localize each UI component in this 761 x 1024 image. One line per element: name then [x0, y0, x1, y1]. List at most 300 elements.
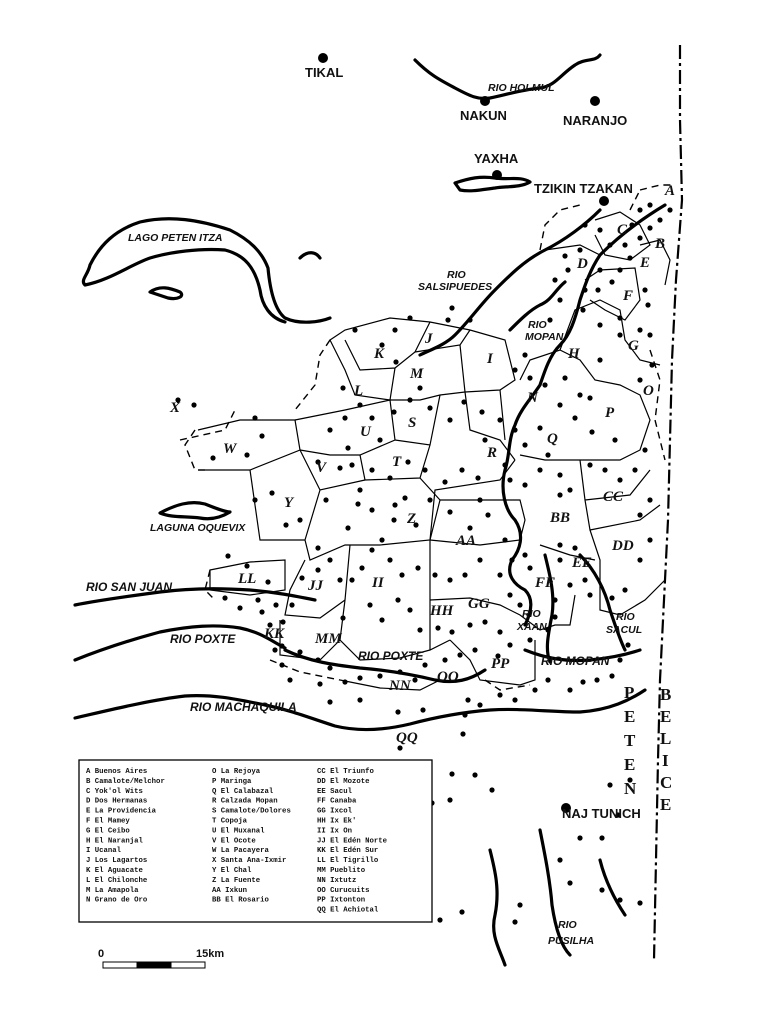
settlement-dot — [607, 242, 612, 247]
legend-entry: D Dos Hermanas — [86, 797, 148, 806]
settlement-dot — [315, 567, 320, 572]
settlement-dot — [259, 433, 264, 438]
zone-q: Q — [547, 431, 558, 447]
settlement-dot — [517, 602, 522, 607]
settlement-dot — [244, 563, 249, 568]
settlement-dot — [512, 697, 517, 702]
settlement-dot — [599, 887, 604, 892]
settlement-dot — [594, 677, 599, 682]
rio-machaquila-line — [75, 690, 645, 730]
zone-b: B — [655, 236, 666, 252]
settlement-dot — [617, 315, 622, 320]
settlement-dot — [342, 415, 347, 420]
settlement-dot — [562, 375, 567, 380]
settlement-dot — [407, 397, 412, 402]
settlement-dot — [467, 525, 472, 530]
naj-tunich-label: NAJ TUNICH — [562, 806, 641, 821]
legend-entry: G El Ceibo — [86, 827, 130, 836]
settlement-dot — [210, 455, 215, 460]
settlement-dot — [647, 497, 652, 502]
legend-entry: F El Mamey — [86, 817, 130, 826]
settlement-dot — [472, 647, 477, 652]
legend-entry: II Ix On — [317, 827, 353, 836]
settlement-dot — [435, 625, 440, 630]
settlement-dot — [649, 362, 654, 367]
settlement-dot — [475, 475, 480, 480]
settlement-dot — [420, 707, 425, 712]
legend-entry: FF Canaba — [317, 797, 357, 806]
settlement-dot — [402, 495, 407, 500]
zone-dd: DD — [612, 538, 634, 554]
settlement-dot — [577, 392, 582, 397]
settlement-dot — [337, 577, 342, 582]
settlement-dot — [482, 437, 487, 442]
settlement-dot — [457, 652, 462, 657]
legend-entry: CC El Triunfo — [317, 768, 374, 776]
settlement-dot — [297, 649, 302, 654]
settlement-dot — [637, 557, 642, 562]
zone-mm: MM — [315, 631, 342, 647]
legend-entry: V El Ocote — [212, 837, 256, 846]
settlement-dot — [265, 579, 270, 584]
region-boundaries-dashed — [180, 185, 675, 690]
settlement-dot — [617, 267, 622, 272]
settlement-dot — [289, 602, 294, 607]
label-rio-salsipuedes-2: SALSIPUEDES — [418, 281, 493, 293]
settlement-dot — [602, 467, 607, 472]
settlement-dot — [397, 669, 402, 674]
settlement-dot — [637, 377, 642, 382]
settlement-dot — [459, 909, 464, 914]
settlement-dot — [369, 547, 374, 552]
tzikin-marker — [599, 196, 609, 206]
settlement-dot — [622, 587, 627, 592]
settlement-dot — [557, 402, 562, 407]
settlement-dot — [432, 572, 437, 577]
settlement-dot — [597, 357, 602, 362]
settlement-dot — [477, 497, 482, 502]
zone-n: N — [527, 390, 538, 406]
settlement-dot — [537, 425, 542, 430]
settlement-dot — [629, 222, 634, 227]
settlement-dot — [497, 629, 502, 634]
label-laguna-oquevix: LAGUNA OQUEVIX — [150, 522, 246, 534]
settlement-dot — [547, 317, 552, 322]
settlement-dot — [447, 577, 452, 582]
settlement-dot — [567, 582, 572, 587]
settlement-dot — [447, 509, 452, 514]
settlement-dot — [345, 525, 350, 530]
zone-o: O — [643, 383, 654, 399]
legend-entry: QQ El Achiotal — [317, 906, 379, 915]
settlement-dot — [349, 577, 354, 582]
settlement-dot — [357, 487, 362, 492]
settlement-dot — [349, 462, 354, 467]
label-rio-mopan-south: RIO MOPAN — [541, 654, 610, 668]
settlement-dot — [577, 247, 582, 252]
settlement-dot — [587, 592, 592, 597]
legend-entry: BB El Rosario — [212, 896, 269, 905]
legend-entry: GG Ixcol — [317, 807, 353, 816]
settlement-dot — [287, 677, 292, 682]
settlement-dot — [391, 517, 396, 522]
zone-ee: EE — [572, 555, 593, 571]
settlement-dot — [597, 322, 602, 327]
legend-entry: PP Ixtonton — [317, 896, 366, 905]
zone-hh: HH — [430, 603, 454, 619]
legend-entry: E La Providencia — [86, 807, 157, 816]
settlement-dot — [537, 467, 542, 472]
settlement-dot — [273, 602, 278, 607]
legend-entry: J Los Lagartos — [86, 857, 148, 866]
settlement-dot — [647, 202, 652, 207]
label-rio-pusilha-2: PUSILHA — [548, 935, 595, 947]
legend-entry: O La Rejoya — [212, 768, 261, 776]
settlement-dot — [387, 557, 392, 562]
settlement-dot — [617, 332, 622, 337]
settlement-dot — [357, 675, 362, 680]
settlement-dot — [269, 490, 274, 495]
label-lago-peten-itza: LAGO PETEN ITZA — [128, 232, 223, 244]
settlement-dot — [647, 537, 652, 542]
rio-pusilha-line-3 — [600, 860, 625, 915]
label-rio-machaquila: RIO MACHAQUILA — [190, 700, 297, 714]
legend-entry: DD El Mozote — [317, 777, 370, 786]
zone-qq: QQ — [396, 730, 418, 746]
country-labels — [624, 683, 672, 814]
settlement-dot — [542, 382, 547, 387]
settlement-dot — [545, 677, 550, 682]
settlement-dot — [412, 677, 417, 682]
settlement-dot — [379, 617, 384, 622]
settlement-dot — [392, 502, 397, 507]
label-rio-salsipuedes-1: RIO — [447, 269, 466, 281]
settlement-dot — [445, 317, 450, 322]
settlement-dot — [467, 317, 472, 322]
settlement-dot — [577, 835, 582, 840]
settlement-dot — [340, 615, 345, 620]
belice-letter-1: E — [660, 707, 672, 726]
settlement-dot — [340, 385, 345, 390]
legend — [79, 760, 432, 922]
settlement-dot — [567, 487, 572, 492]
settlement-dot — [497, 417, 502, 422]
legend-entry: I Ucanal — [86, 847, 122, 856]
settlement-dot — [422, 467, 427, 472]
settlement-dot — [597, 267, 602, 272]
settlement-dot — [442, 657, 447, 662]
scale-bar — [98, 948, 224, 968]
settlement-dot — [522, 352, 527, 357]
zone-u: U — [360, 424, 371, 440]
settlement-dot — [342, 679, 347, 684]
settlement-dot — [465, 697, 470, 702]
legend-entry: P Maringa — [212, 777, 252, 786]
settlement-dot — [252, 415, 257, 420]
legend-entry: MM Pueblito — [317, 867, 366, 875]
settlement-dot — [512, 367, 517, 372]
settlement-dot — [517, 902, 522, 907]
settlement-dot — [355, 501, 360, 506]
settlement-dot — [545, 452, 550, 457]
settlement-dot — [557, 857, 562, 862]
settlement-dot — [552, 597, 557, 602]
label-rio-pusilha-1: RIO — [558, 919, 577, 931]
zone-ii: II — [372, 575, 384, 591]
label-rio-mopan-north-2: MOPAN — [525, 331, 564, 343]
zone-oo: OO — [437, 669, 459, 685]
settlement-dot — [582, 222, 587, 227]
zone-g: G — [628, 338, 639, 354]
settlement-dot — [461, 399, 466, 404]
settlement-dot — [552, 277, 557, 282]
zone-e: E — [640, 255, 651, 271]
settlement-dot — [632, 467, 637, 472]
settlement-dot — [315, 545, 320, 550]
label-rio-mopan-north-1: RIO — [528, 319, 547, 331]
settlement-dot — [595, 287, 600, 292]
settlement-dot — [667, 207, 672, 212]
settlement-dot — [379, 537, 384, 542]
settlement-dot — [392, 327, 397, 332]
belice-letter-2: L — [660, 729, 672, 748]
zone-y: Y — [284, 495, 294, 511]
settlement-dot — [477, 557, 482, 562]
settlement-dot — [407, 607, 412, 612]
settlement-dot — [485, 512, 490, 517]
zone-j: J — [425, 331, 433, 347]
settlement-dot — [645, 302, 650, 307]
settlement-dot — [237, 605, 242, 610]
settlement-dot — [359, 565, 364, 570]
settlement-dot — [459, 467, 464, 472]
label-rio-sacul-1: RIO — [616, 611, 635, 623]
settlement-dot — [557, 542, 562, 547]
zone-p: P — [605, 405, 615, 421]
settlement-dot — [283, 522, 288, 527]
settlement-dot — [417, 627, 422, 632]
settlement-dot — [297, 517, 302, 522]
zone-k: K — [374, 346, 385, 362]
legend-entry: OO Curucuits — [317, 886, 370, 895]
scale-start-label: 0 — [98, 948, 105, 960]
settlement-dot — [395, 597, 400, 602]
legend-entry: H El Naranjal — [86, 837, 143, 846]
settlement-dot — [622, 242, 627, 247]
zone-l: L — [354, 383, 364, 399]
settlement-dot — [449, 771, 454, 776]
peten-letter-1: E — [624, 707, 636, 726]
settlement-dot — [642, 447, 647, 452]
zone-t: T — [392, 454, 402, 470]
settlement-dot — [627, 255, 632, 260]
settlement-dot — [252, 497, 257, 502]
settlement-dot — [377, 673, 382, 678]
settlement-dot — [642, 287, 647, 292]
settlement-dot — [369, 467, 374, 472]
settlement-dot — [587, 395, 592, 400]
settlement-dot — [345, 445, 350, 450]
scale-segment-2 — [137, 962, 171, 968]
settlement-dot — [625, 642, 630, 647]
settlement-dot — [259, 609, 264, 614]
settlement-dot — [323, 497, 328, 502]
settlement-dot — [427, 497, 432, 502]
legend-entry: B Camalote/Melchor — [86, 777, 165, 786]
settlement-dot — [527, 565, 532, 570]
label-rio-poxte-central: RIO POXTE — [358, 649, 424, 663]
settlement-dot — [609, 673, 614, 678]
zone-c: C — [617, 222, 628, 238]
legend-entry: KK El Edén Sur — [317, 847, 379, 856]
zone-d: D — [577, 256, 588, 272]
settlement-dot — [387, 475, 392, 480]
settlement-dot — [582, 577, 587, 582]
settlement-dot — [522, 552, 527, 557]
settlement-dot — [327, 557, 332, 562]
settlement-dot — [447, 797, 452, 802]
legend-entry: U El Muxanal — [212, 827, 265, 836]
label-rio-sacul-2: SACUL — [606, 624, 643, 636]
settlement-dot — [552, 614, 557, 619]
legend-entry: L El Chilonche — [86, 876, 148, 885]
naranjo-label: NARANJO — [563, 113, 628, 128]
settlement-dot — [657, 217, 662, 222]
settlement-dot — [502, 462, 507, 467]
settlement-dot — [647, 332, 652, 337]
legend-entry: R Calzada Mopan — [212, 797, 278, 806]
rio-xaan-line — [545, 555, 553, 662]
scale-end-label: 15km — [196, 948, 225, 960]
settlement-dot — [557, 472, 562, 477]
peten-letter-3: E — [624, 755, 636, 774]
settlement-dot — [502, 537, 507, 542]
label-rio-san-juan: RIO SAN JUAN — [86, 580, 173, 594]
settlement-dot — [609, 595, 614, 600]
belice-letter-5: E — [660, 795, 672, 814]
label-rio-holmul: RIO HOLMUL — [488, 82, 555, 94]
settlement-dot — [352, 327, 357, 332]
zone-nn: NN — [389, 678, 411, 694]
settlement-dot — [415, 565, 420, 570]
settlement-dot — [317, 681, 322, 686]
settlement-dot — [527, 637, 532, 642]
naranjo-marker — [590, 96, 600, 106]
settlement-dot — [587, 462, 592, 467]
settlement-dot — [442, 479, 447, 484]
settlement-dot — [397, 745, 402, 750]
settlement-dot — [527, 375, 532, 380]
settlement-dot — [617, 897, 622, 902]
legend-entry: T Copoja — [212, 817, 248, 826]
settlement-dot — [589, 429, 594, 434]
settlement-dot — [572, 415, 577, 420]
zone-m: M — [410, 366, 424, 382]
settlement-dot — [567, 880, 572, 885]
settlement-dot — [460, 731, 465, 736]
zone-x: X — [170, 400, 181, 416]
tikal-marker — [318, 53, 328, 63]
peten-letter-4: N — [624, 779, 637, 798]
settlement-dot — [449, 305, 454, 310]
zone-gg: GG — [468, 596, 490, 612]
settlement-dot — [597, 227, 602, 232]
settlement-dot — [565, 267, 570, 272]
legend-entry: K El Aguacate — [86, 867, 143, 875]
zone-h: H — [568, 346, 580, 362]
settlement-dot — [507, 642, 512, 647]
legend-entry: HH Ix Ek' — [317, 817, 357, 826]
lago-peten-itza-islands — [150, 253, 320, 299]
zone-jj: JJ — [308, 578, 323, 594]
settlement-dot — [395, 709, 400, 714]
legend-entry: NN Ixtutz — [317, 876, 357, 885]
settlement-dot — [191, 402, 196, 407]
zone-bb: BB — [550, 510, 571, 526]
settlement-dot — [357, 697, 362, 702]
settlement-dot — [462, 712, 467, 717]
peten-letter-2: T — [624, 731, 636, 750]
settlement-dot — [479, 409, 484, 414]
tzikin-label: TZIKIN TZAKAN — [534, 181, 633, 196]
yaxha-lake — [455, 177, 530, 191]
legend-entry: M La Amapola — [86, 886, 139, 895]
settlement-dot — [279, 662, 284, 667]
zone-s: S — [408, 415, 417, 431]
settlement-dot — [393, 359, 398, 364]
settlement-dot — [567, 687, 572, 692]
settlement-dot — [637, 207, 642, 212]
settlement-dot — [612, 437, 617, 442]
settlement-dot — [572, 545, 577, 550]
settlement-dot — [637, 235, 642, 240]
zone-z: Z — [407, 511, 417, 527]
settlement-dot — [449, 629, 454, 634]
settlement-dot — [580, 679, 585, 684]
zone-cc: CC — [603, 489, 624, 505]
settlement-dot — [222, 595, 227, 600]
scale-segment-1 — [103, 962, 137, 968]
settlement-dot — [647, 225, 652, 230]
legend-entry: S Camalote/Dolores — [212, 807, 291, 816]
tikal-label: TIKAL — [305, 65, 344, 80]
settlement-dot — [367, 602, 372, 607]
settlement-dot — [299, 575, 304, 580]
settlement-dot — [489, 787, 494, 792]
settlement-dot — [427, 405, 432, 410]
settlement-dot — [637, 512, 642, 517]
settlement-dot — [377, 437, 382, 442]
settlement-dot — [327, 427, 332, 432]
settlement-dot — [437, 917, 442, 922]
belice-letter-0: B — [660, 685, 672, 704]
legend-entry: Y El Chal — [212, 867, 252, 875]
settlement-dot — [507, 592, 512, 597]
scale-segment-3 — [171, 962, 205, 968]
settlement-dot — [357, 402, 362, 407]
settlement-dot — [337, 465, 342, 470]
settlement-dot — [607, 782, 612, 787]
zone-ff: FF — [535, 575, 556, 591]
settlement-dot — [467, 622, 472, 627]
settlement-dot — [557, 492, 562, 497]
settlement-dot — [522, 442, 527, 447]
settlement-dot — [582, 287, 587, 292]
settlement-dot — [580, 307, 585, 312]
settlement-dot — [462, 572, 467, 577]
settlement-dot — [272, 647, 277, 652]
settlement-dot — [447, 417, 452, 422]
